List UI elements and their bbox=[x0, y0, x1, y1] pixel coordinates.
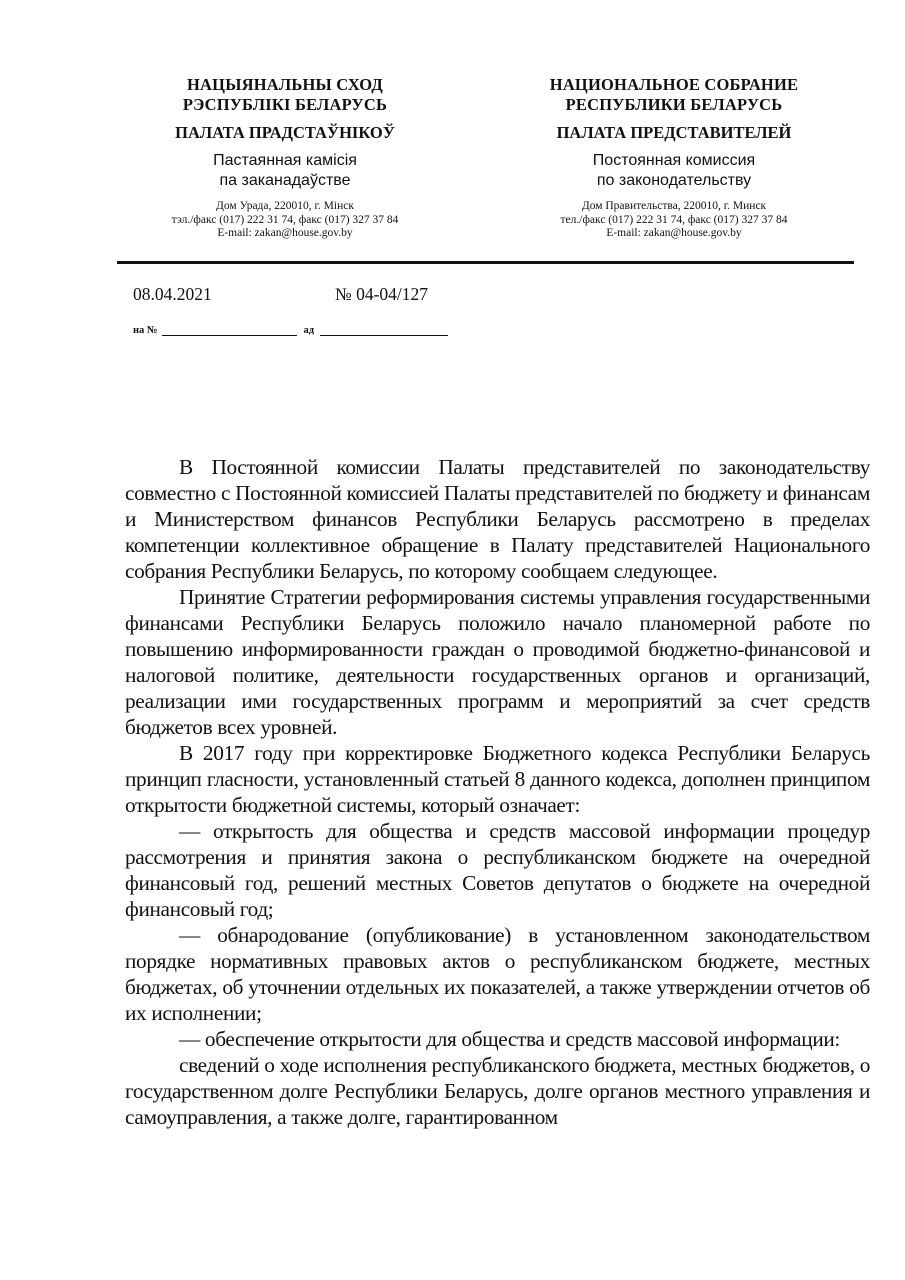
org-name-ru bbox=[484, 75, 864, 115]
paragraph: В Постоянной комиссии Палаты представителей по законодательству совместно с Постоянной комиссией Палаты представителей по бюджету и финансам и Министерством финансов Республики Беларусь рассмотрено в пределах компетенции коллективное обращение в Палату представителей Национального собрания Республики Беларусь, по которому сообщаем следующее. bbox=[125, 455, 870, 583]
commission-line2: па заканадаўстве bbox=[219, 172, 351, 189]
paragraph: Принятие Стратегии реформирования системы управления государственными финансами Республики Беларусь положило начало планомерной работе по повышению информированности граждан о проводимой бюджетно-финансовой и налоговой политике, деятельности государственных органов и организаций, реализации ими государственных программ и мероприятий за счет средств бюджетов всех уровней. bbox=[125, 585, 870, 739]
letterhead-belarusian bbox=[95, 75, 475, 241]
phone: тэл./факс (017) 222 31 74, факс (017) 327 37 84 bbox=[171, 213, 399, 226]
org-name-line2: РЕСПУБЛИКИ БЕЛАРУСЬ bbox=[565, 95, 783, 114]
ref-date-blank bbox=[320, 323, 448, 336]
reference-line bbox=[133, 323, 448, 336]
address: Дом Правительства, 220010, г. Минск bbox=[581, 200, 767, 212]
org-name-line1: НАЦИОНАЛЬНОЕ СОБРАНИЕ bbox=[549, 75, 799, 94]
commission-line2: по законодательству bbox=[596, 172, 752, 189]
document-number: № 04-04/127 bbox=[335, 284, 429, 304]
paragraph: В 2017 году при корректировке Бюджетного кодекса Республики Беларусь принцип гласности, установленный статьей 8 данного кодекса, дополнен принципом открытости бюджетной системы, который означает: bbox=[125, 741, 870, 817]
email: E-mail: zakan@house.gov.by bbox=[217, 227, 353, 239]
ref-number-label: на № bbox=[133, 325, 158, 336]
commission-line1: Постоянная комиссия bbox=[592, 152, 756, 169]
commission-name-ru bbox=[484, 151, 864, 191]
org-name-line2: РЭСПУБЛІКІ БЕЛАРУСЬ bbox=[182, 95, 388, 114]
commission-line1: Пастаянная камісія bbox=[213, 152, 357, 169]
ref-number-blank bbox=[162, 323, 297, 336]
commission-name-be bbox=[95, 151, 475, 191]
letterhead-divider bbox=[117, 261, 854, 264]
org-name-be bbox=[95, 75, 475, 115]
address: Дом Урада, 220010, г. Мінск bbox=[216, 200, 354, 212]
chamber-name-be: ПАЛАТА ПРАДСТАЎНІКОЎ bbox=[175, 123, 395, 142]
contacts-be bbox=[95, 200, 475, 241]
list-item: — обнародование (опубликование) в установленном законодательством порядке нормативных правовых актов о республиканском бюджете, местных бюджетах, об уточнении отдельных их показателей, а также утверждении отчетов об их исполнении; bbox=[125, 923, 870, 1025]
list-item: — обеспечение открытости для общества и средств массовой информации: bbox=[179, 1027, 840, 1051]
list-item: — открытость для общества и средств массовой информации процедур рассмотрения и принятия закона о республиканском бюджете на очередной финансовый год, решений местных Советов депутатов о бюджете на очередной финансовый год; bbox=[125, 819, 870, 921]
contacts-ru bbox=[484, 200, 864, 241]
org-name-line1: НАЦЫЯНАЛЬНЫ СХОД bbox=[187, 75, 383, 94]
chamber-name-ru: ПАЛАТА ПРЕДСТАВИТЕЛЕЙ bbox=[556, 123, 792, 142]
paragraph: сведений о ходе исполнения республиканского бюджета, местных бюджетов, о государственном долге Республики Беларусь, долге органов местного управления и самоуправления, а также долге, гарантированном bbox=[125, 1053, 870, 1129]
letterhead-russian bbox=[484, 75, 864, 241]
ref-date-label: ад bbox=[303, 325, 315, 336]
document-date: 08.04.2021 bbox=[133, 284, 212, 304]
letter-body bbox=[125, 454, 870, 1130]
phone: тел./факс (017) 222 31 74, факс (017) 327 37 84 bbox=[560, 213, 788, 226]
email: E-mail: zakan@house.gov.by bbox=[606, 227, 742, 239]
